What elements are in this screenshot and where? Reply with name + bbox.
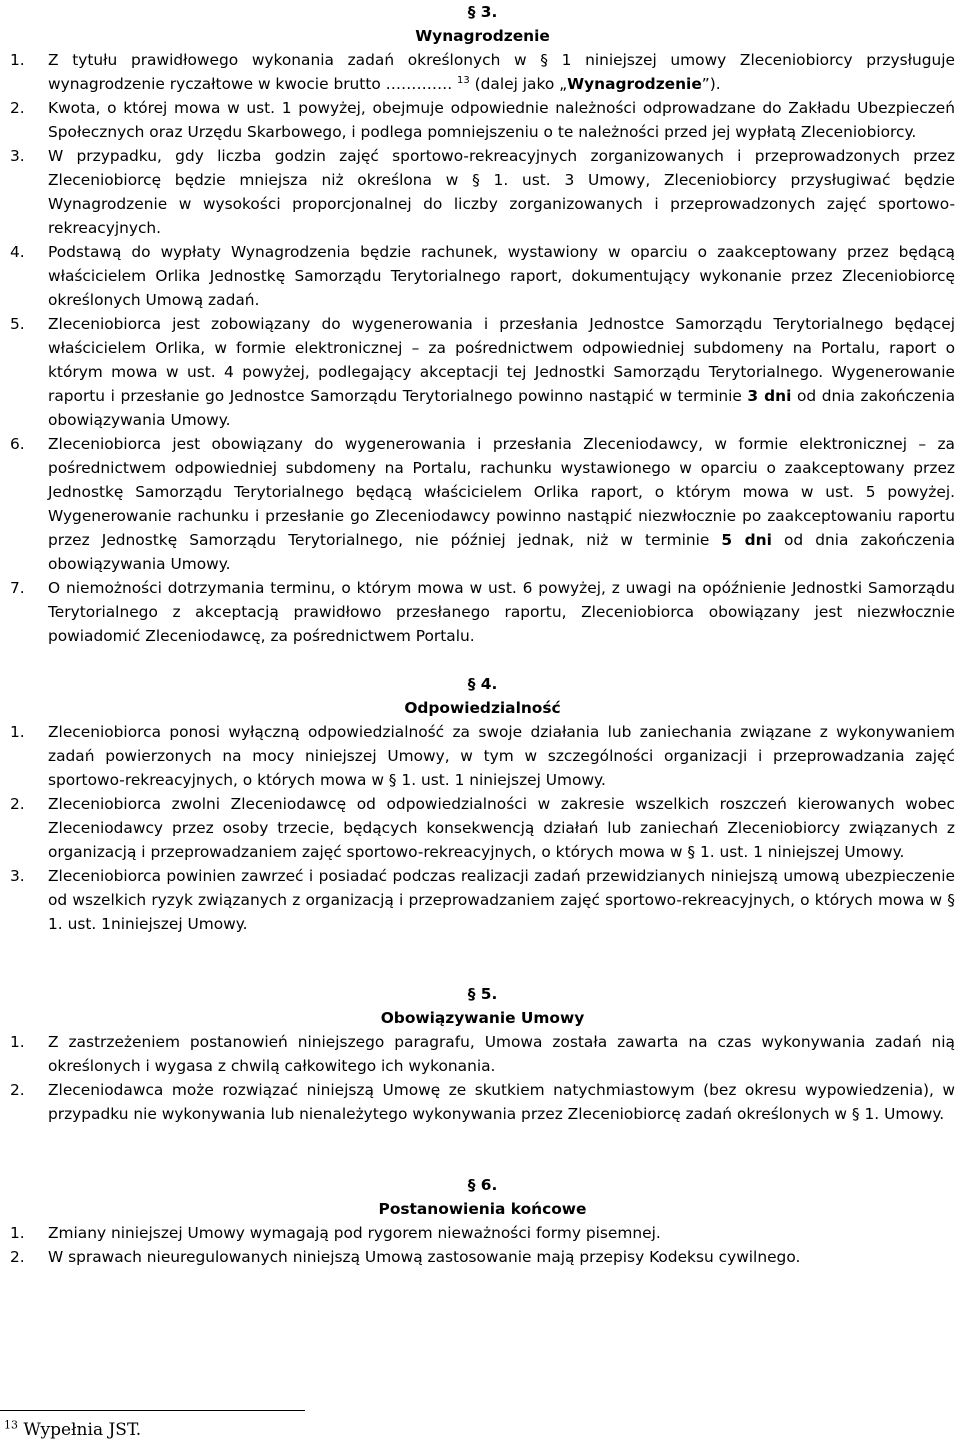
text-run: ”). <box>701 75 721 93</box>
item-number: 7. <box>10 579 25 597</box>
section-items <box>10 720 955 936</box>
list-item <box>10 1245 955 1269</box>
item-text <box>48 96 955 144</box>
item-text <box>48 1030 955 1078</box>
item-number: 1. <box>10 723 25 741</box>
section-5 <box>10 982 955 1126</box>
section-title: Odpowiedzialność <box>404 699 561 717</box>
section-number: § 5. <box>467 985 498 1003</box>
list-item <box>10 144 955 240</box>
text-run: od dnia zakończenia obowiązywania Umowy. <box>48 387 955 429</box>
item-text <box>48 1078 955 1126</box>
list-item <box>10 720 955 792</box>
item-text <box>48 240 955 312</box>
section-title: Postanowienia końcowe <box>378 1200 587 1218</box>
list-item <box>10 576 955 648</box>
bold-text: 3 dni <box>747 387 792 405</box>
list-item <box>10 48 955 96</box>
item-text <box>48 720 955 792</box>
text-run: Zleceniodawca może rozwiązać niniejszą Umowę ze skutkiem natychmiastowym (bez okresu wypowiedzenia), w przypadku nie wykonywania lub nienależytego wykonywania przez Zleceniobiorcę zadań określonych w § 1. Umowy. <box>48 1081 955 1123</box>
text-run: Z zastrzeżeniem postanowień niniejszego paragrafu, Umowa została zawarta na czas wykonywania zadań nią określonych i wygasa z chwilą całkowitego ich wykonania. <box>48 1033 955 1075</box>
text-run: Zleceniobiorca ponosi wyłączną odpowiedzialność za swoje działania lub zaniechania związane z wykonywaniem zadań powierzonych na mocy niniejszej Umowy, w tym w szczególności organizacji i przeprowadzania zajęć sportowo-rekreacyjnych, o których mowa w § 1. ust. 1 niniejszej Umowy. <box>48 723 955 789</box>
list-item <box>10 792 955 864</box>
item-number: 5. <box>10 315 25 333</box>
text-run: Kwota, o której mowa w ust. 1 powyżej, obejmuje odpowiednie należności odprowadzane do Zakładu Ubezpieczeń Społecznych oraz Urzędu Skarbowego, i podlega pomniejszeniu o te należności przed jej wypłatą Zleceniobiorcy. <box>48 99 955 141</box>
item-text <box>48 144 955 240</box>
item-number: 1. <box>10 1033 25 1051</box>
item-number: 3. <box>10 867 25 885</box>
text-run: Zleceniobiorca jest zobowiązany do wygenerowania i przesłania Jednostce Samorządu Terytorialnego będącej właścicielem Orlika, w formie elektronicznej – za pośrednictwem odpowiedniej subdomeny na Portalu, raport o którym mowa w ust. 4 powyżej, podlegający akceptacji tej Jednostki Samorządu Terytorialnego. Wygenerowanie raportu i przesłanie go Jednostce Samorządu Terytorialnego powinno nastąpić w terminie <box>48 315 955 405</box>
text-run: W przypadku, gdy liczba godzin zajęć sportowo-rekreacyjnych zorganizowanych i przeprowadzonych przez Zleceniobiorcę będzie mniejsza niż określona w § 1. ust. 3 Umowy, Zleceniobiorcy przysługiwać będzie Wynagrodzenie w wysokości proporcjonalnej do liczby zorganizowanych i przeprowadzonych zajęć sportowo-rekreacyjnych. <box>48 147 955 237</box>
list-item <box>10 312 955 432</box>
item-text <box>48 312 955 432</box>
list-item <box>10 1030 955 1078</box>
item-text <box>48 864 955 936</box>
text-run: W sprawach nieuregulowanych niniejszą Umową zastosowanie mają przepisy Kodeksu cywilnego. <box>48 1248 801 1266</box>
section-number: § 3. <box>467 3 498 21</box>
item-number: 1. <box>10 51 25 69</box>
item-number: 2. <box>10 1081 25 1099</box>
section-3 <box>10 0 955 648</box>
document-page <box>10 0 955 1269</box>
text-run: (dalej jako „ <box>469 75 568 93</box>
list-item <box>10 1078 955 1126</box>
item-number: 1. <box>10 1224 25 1242</box>
item-number: 2. <box>10 1248 25 1266</box>
section-items <box>10 1221 955 1269</box>
section-4 <box>10 672 955 936</box>
text-run: O niemożności dotrzymania terminu, o którym mowa w ust. 6 powyżej, z uwagi na opóźnienie Jednostki Samorządu Terytorialnego z akceptacją prawidłowo przesłanego raportu, Zleceniobiorca obowiązany jest niezwłocznie powiadomić Zleceniodawcę, za pośrednictwem Portalu. <box>48 579 955 645</box>
list-item <box>10 864 955 936</box>
footnote-mark: 13 <box>4 1418 18 1432</box>
item-text <box>48 432 955 576</box>
bold-text: Wynagrodzenie <box>567 75 702 93</box>
bold-text: 5 dni <box>721 531 772 549</box>
text-run: Zleceniobiorca powinien zawrzeć i posiadać podczas realizacji zadań przewidzianych niniejszą umową ubezpieczenie od wszelkich ryzyk związanych z organizacją i przeprowadzaniem zajęć sportowo-rekreacyjnych, o których mowa w § 1. ust. 1niniejszej Umowy. <box>48 867 955 933</box>
list-item <box>10 1221 955 1245</box>
section-title: Wynagrodzenie <box>415 27 550 45</box>
section-heading <box>10 982 955 1030</box>
item-number: 6. <box>10 435 25 453</box>
section-title: Obowiązywanie Umowy <box>380 1009 585 1027</box>
section-heading <box>10 1173 955 1221</box>
section-items <box>10 1030 955 1126</box>
item-number: 2. <box>10 795 25 813</box>
item-text <box>48 792 955 864</box>
footnote-reference: 13 <box>457 74 470 86</box>
text-run: Podstawą do wypłaty Wynagrodzenia będzie rachunek, wystawiony w oparciu o zaakceptowany przez będącą właścicielem Orlika Jednostkę Samorządu Terytorialnego raport, dokumentujący wykonanie przez Zleceniobiorcę określonych Umową zadań. <box>48 243 955 309</box>
list-item <box>10 96 955 144</box>
section-heading <box>10 672 955 720</box>
text-run: Zmiany niniejszej Umowy wymagają pod rygorem nieważności formy pisemnej. <box>48 1224 661 1242</box>
text-run: Z tytułu prawidłowego wykonania zadań określonych w § 1 niniejszej umowy Zleceniobiorcy przysługuje wynagrodzenie ryczałtowe w kwocie brutto …………. <box>48 51 955 93</box>
section-number: § 4. <box>467 675 498 693</box>
text-run: od dnia zakończenia obowiązywania Umowy. <box>48 531 955 573</box>
text-run: Zleceniobiorca jest obowiązany do wygenerowania i przesłania Zleceniodawcy, w formie elektronicznej – za pośrednictwem odpowiedniej subdomeny na Portalu, rachunku wystawionego w oparciu o zaakceptowany przez Jednostkę Samorządu Terytorialnego będącą właścicielem Orlika raport, o którym mowa w ust. 5 powyżej. Wygenerowanie rachunku i przesłanie go Zleceniodawcy powinno nastąpić niezwłocznie po zaakceptowaniu raportu przez Jednostkę Samorządu Terytorialnego, nie później jednak, niż w terminie <box>48 435 955 549</box>
item-number: 3. <box>10 147 25 165</box>
section-heading <box>10 0 955 48</box>
footnote-text: Wypełnia JST. <box>18 1420 142 1440</box>
section-6 <box>10 1173 955 1269</box>
footnote <box>4 1420 141 1440</box>
text-run: Zleceniobiorca zwolni Zleceniodawcę od odpowiedzialności w zakresie wszelkich roszczeń kierowanych wobec Zleceniodawcy przez osoby trzecie, będących konsekwencją działań lub zaniechań Zleceniobiorcy związanych z organizacją i przeprowadzaniem zajęć sportowo-rekreacyjnych, o których mowa w § 1. ust. 1 niniejszej Umowy. <box>48 795 955 861</box>
section-number: § 6. <box>467 1176 498 1194</box>
section-items <box>10 48 955 648</box>
item-text <box>48 1245 955 1269</box>
footnote-divider <box>0 1410 305 1411</box>
item-text <box>48 1221 955 1245</box>
item-text <box>48 48 955 96</box>
list-item <box>10 432 955 576</box>
list-item <box>10 240 955 312</box>
item-number: 2. <box>10 99 25 117</box>
item-number: 4. <box>10 243 25 261</box>
item-text <box>48 576 955 648</box>
